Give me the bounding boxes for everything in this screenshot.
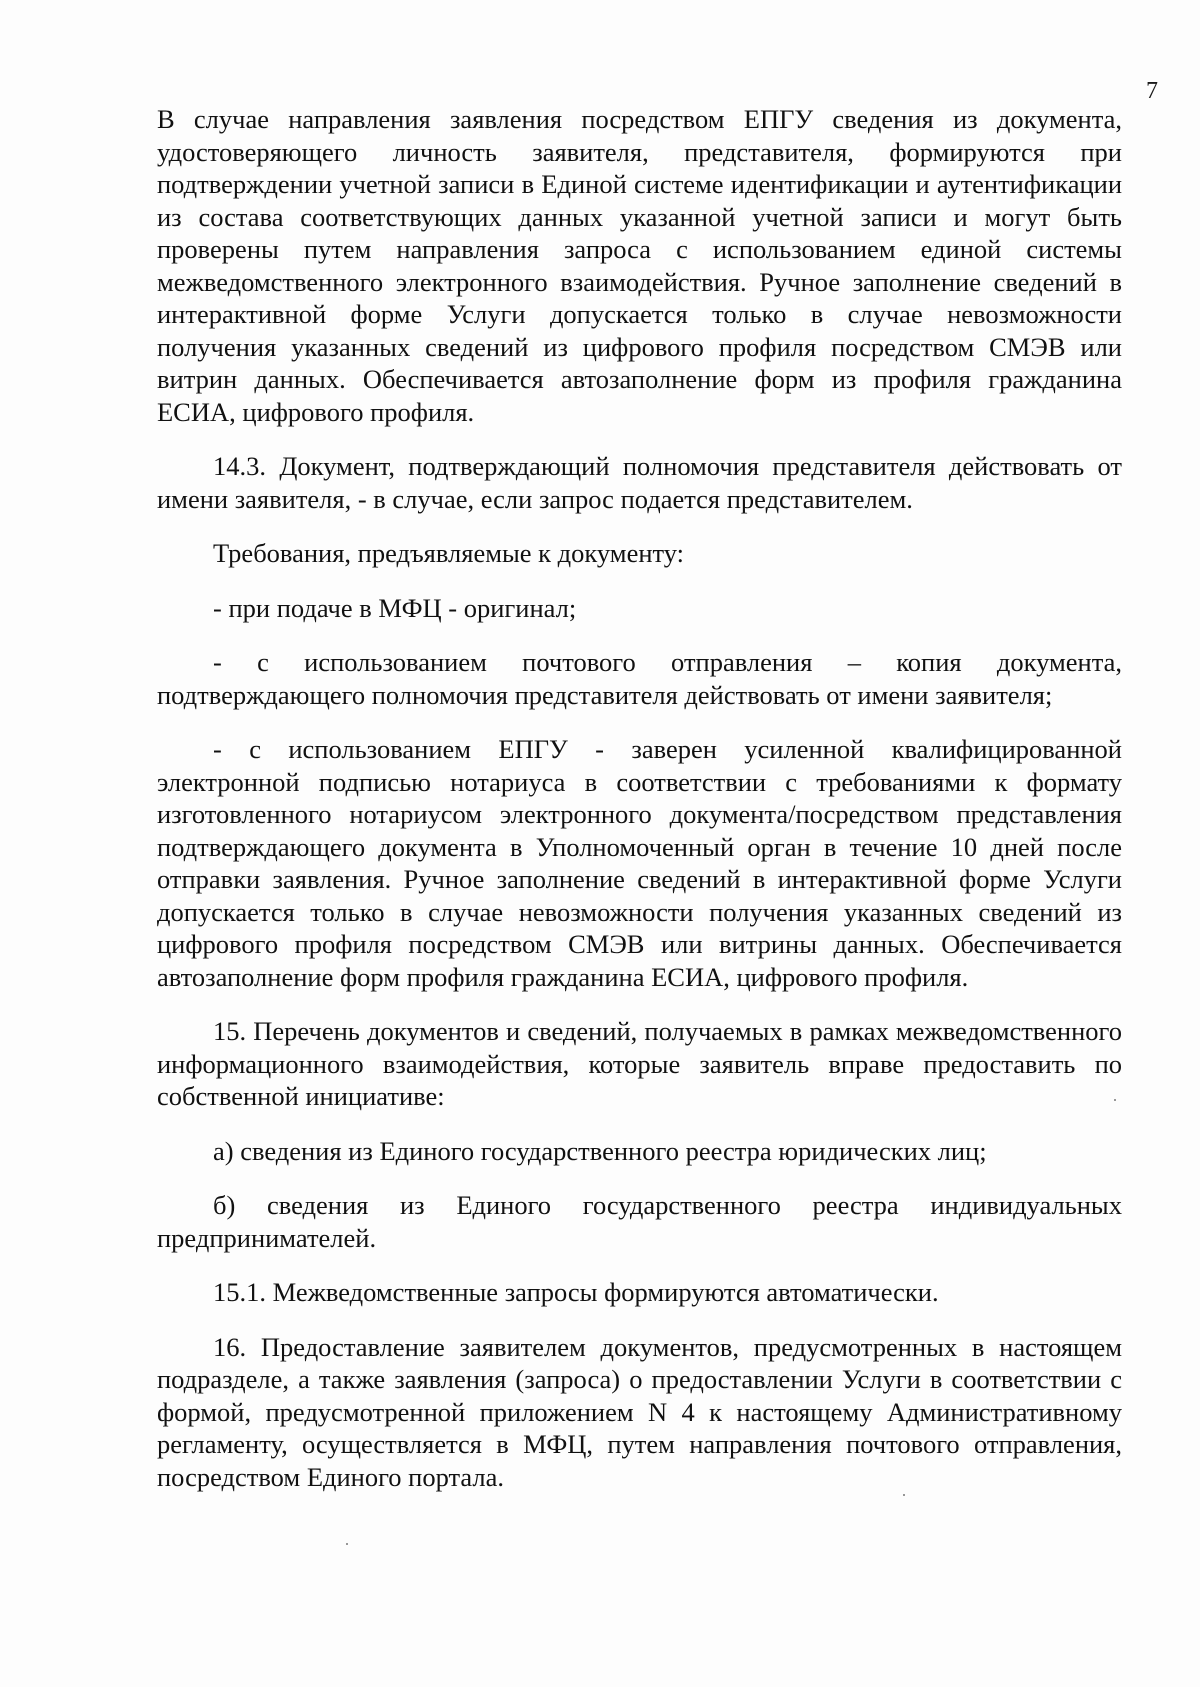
paragraph-14-3: 14.3. Документ, подтверждающий полномочия представителя действовать от имени заявителя, - в случае, если запрос подается представителем.: [157, 451, 1122, 514]
paragraph-15-a: а) сведения из Единого государственного реестра юридических лиц;: [213, 1135, 987, 1166]
paragraph-requirements: Требования, предъявляемые к документу:: [213, 538, 685, 568]
paragraph-postal-copy: - с использованием почтового отправления – копия документа, подтверждающего полномочия представителя действовать от имени заявителя;: [157, 647, 1122, 710]
scan-speck: [1114, 1099, 1116, 1101]
scan-speck: [346, 1543, 348, 1545]
paragraph-16: 16. Предоставление заявителем документов, предусмотренных в настоящем подразделе, а также заявления (запроса) о предоставлении Услуги в соответствии с формой, предусмотренной приложением N 4 к настоящему Административному регламенту, осуществляется в МФЦ, путем направления почтового отправления, посредством Единого портала.: [157, 1331, 1122, 1492]
paragraph-mfc-original: - при подаче в МФЦ - оригинал;: [213, 592, 577, 623]
scan-speck: [903, 1494, 905, 1496]
paragraph-epgu-signature: - с использованием ЕПГУ - заверен усиленной квалифицированной электронной подписью нотариуса в соответствии с требованиями к формату изготовленного нотариусом электронного документа/посредством представления подтверждающего документа в Уполномоченный орган в течение 10 дней после отправки заявления. Ручное заполнение сведений в интерактивной форме Услуги допускается только в случае невозможности получения указанных сведений из цифрового профиля посредством СМЭВ или витрины данных. Обеспечивается автозаполнение форм профиля гражданина ЕСИА, цифрового профиля.: [157, 734, 1122, 992]
document-body: [157, 103, 1122, 1515]
paragraph-15-b: б) сведения из Единого государственного реестра индивидуальных предпринимателей.: [157, 1190, 1122, 1253]
paragraph-15-1: 15.1. Межведомственные запросы формируются автоматически.: [213, 1277, 939, 1307]
paragraph-15: 15. Перечень документов и сведений, получаемых в рамках межведомственного информационного взаимодействия, которые заявитель вправе предоставить по собственной инициативе:: [157, 1016, 1122, 1111]
paragraph-esia-data: В случае направления заявления посредством ЕПГУ сведения из документа, удостоверяющего личность заявителя, представителя, формируются при подтверждении учетной записи в Единой системе идентификации и аутентификации из состава соответствующих данных указанной учетной записи и могут быть проверены путем направления запроса с использованием единой системы межведомственного электронного взаимодействия. Ручное заполнение сведений в интерактивной форме Услуги допускается только в случае невозможности получения указанных сведений из цифрового профиля посредством СМЭВ или витрин данных. Обеспечивается автозаполнение форм из профиля гражданина ЕСИА, цифрового профиля.: [157, 104, 1122, 427]
page-number: 7: [1146, 78, 1158, 104]
